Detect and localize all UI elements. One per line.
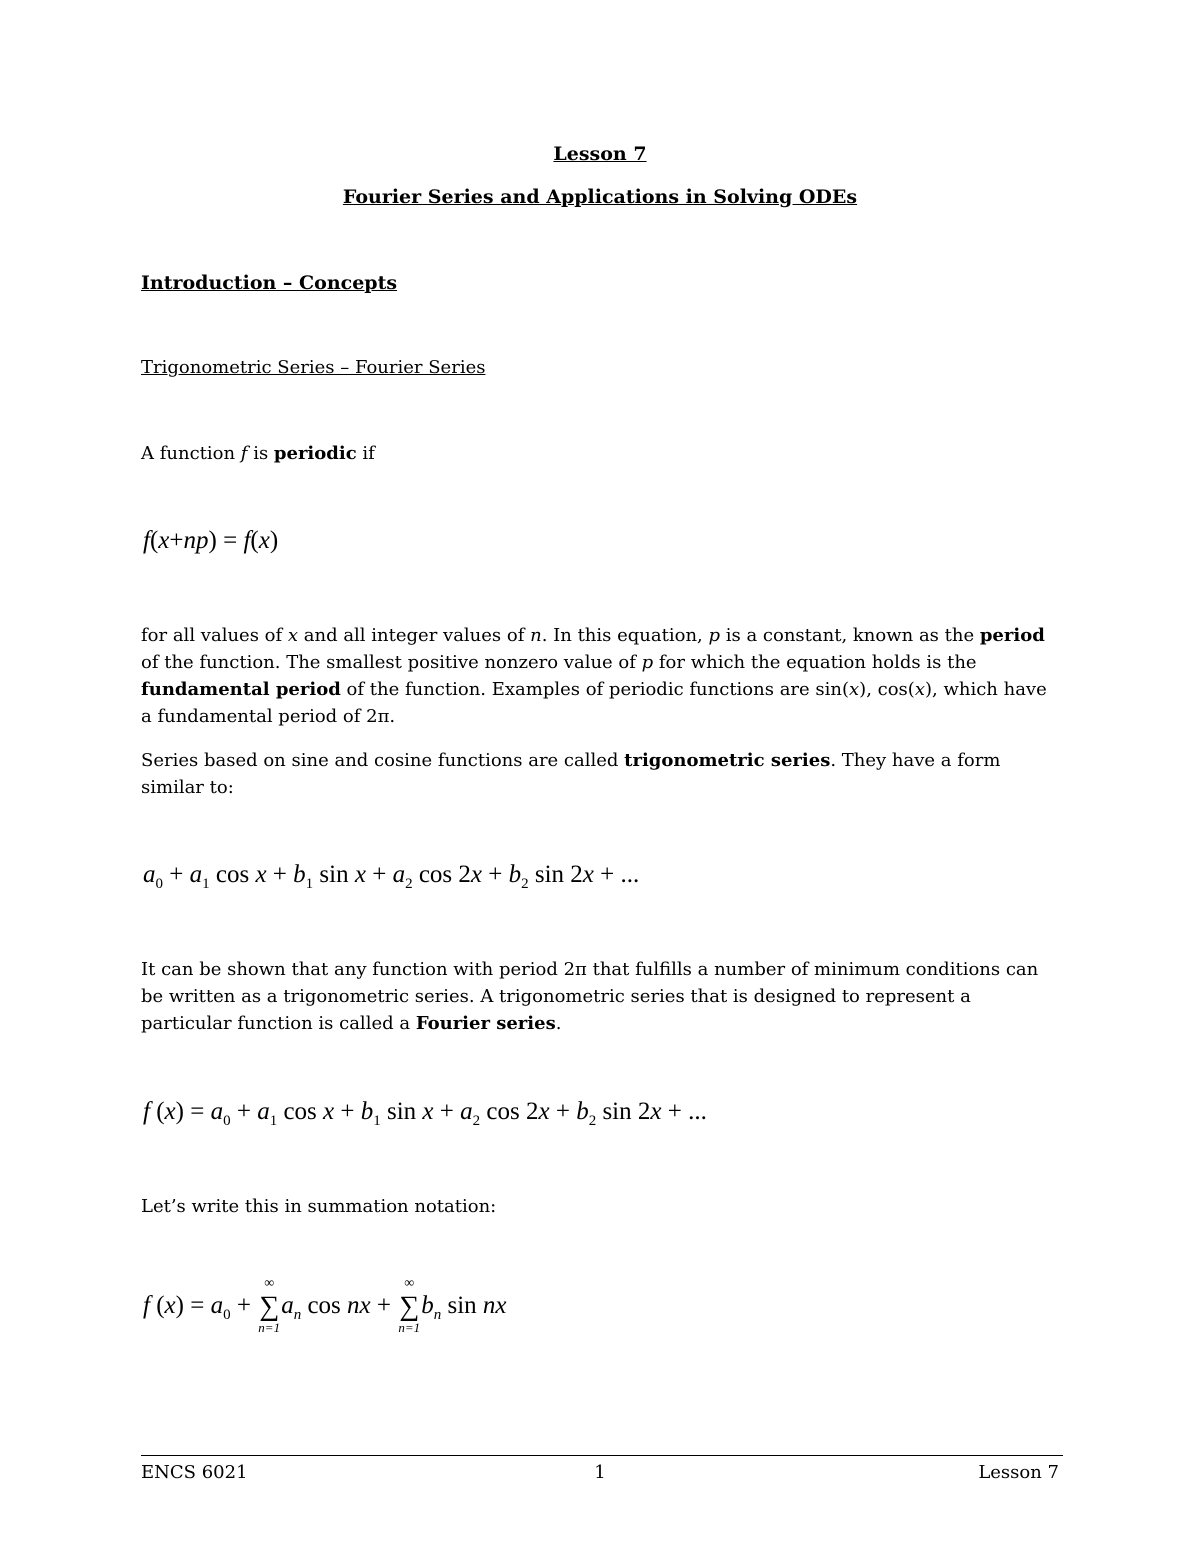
- paragraph-fourier-series: It can be shown that any function with period 2π that fulfills a number of minimum conditions can be written as a trigonometric series. A trigonometric series that is designed to represent a particular function is called a Fourier series.: [141, 959, 1039, 1034]
- summation-symbol: ∞ ∑ n=1: [398, 1276, 421, 1336]
- periodic-intro: A function f is periodic if: [141, 443, 375, 464]
- page-title: Lesson 7: [553, 143, 647, 165]
- equation-periodic: f(x+np) = f(x): [143, 527, 279, 554]
- footer-divider: [141, 1455, 1063, 1456]
- paragraph-summation-intro: Let’s write this in summation notation:: [141, 1196, 497, 1217]
- paragraph-period-definition: for all values of x and all integer values of n. In this equation, p is a constant, known as the period of the function. The smallest positive nonzero value of p for which the equation holds is the fundamental period of the function. Examples of periodic functions are sin(x), cos(x), which have a fundamental period of 2π.: [141, 625, 1047, 727]
- footer-lesson-label: Lesson 7: [978, 1462, 1059, 1483]
- footer-course-code: ENCS 6021: [141, 1462, 248, 1483]
- equation-trig-series: $a_0 + a_1$ $\cos x + b_1$ $\sin x + a_2$ $\cos 2x + b_2$ sin 2x + ...: [143, 861, 640, 892]
- subsection-heading: Trigonometric Series – Fourier Series: [141, 357, 486, 378]
- equation-summation: f $(x) = a_0$ + ∞ ∑ n=1 $a_n$ cos nx + ∞ ∑ n=1 $b_n$ sin nx: [143, 1276, 507, 1336]
- page-subtitle: Fourier Series and Applications in Solving ODEs: [342, 186, 858, 208]
- footer-page-number: 1: [594, 1462, 606, 1483]
- summation-symbol: ∞ ∑ n=1: [258, 1276, 281, 1336]
- paragraph-trig-series: Series based on sine and cosine functions are called trigonometric series. They have a form similar to:: [141, 750, 1001, 798]
- equation-fourier-series: f $(x) = a_0 + a_1$ $\cos x + b_1$ $\sin x + a_2$ $\cos 2x + b_2$ sin 2x + ...: [143, 1098, 707, 1129]
- section-heading: Introduction – Concepts: [141, 272, 398, 294]
